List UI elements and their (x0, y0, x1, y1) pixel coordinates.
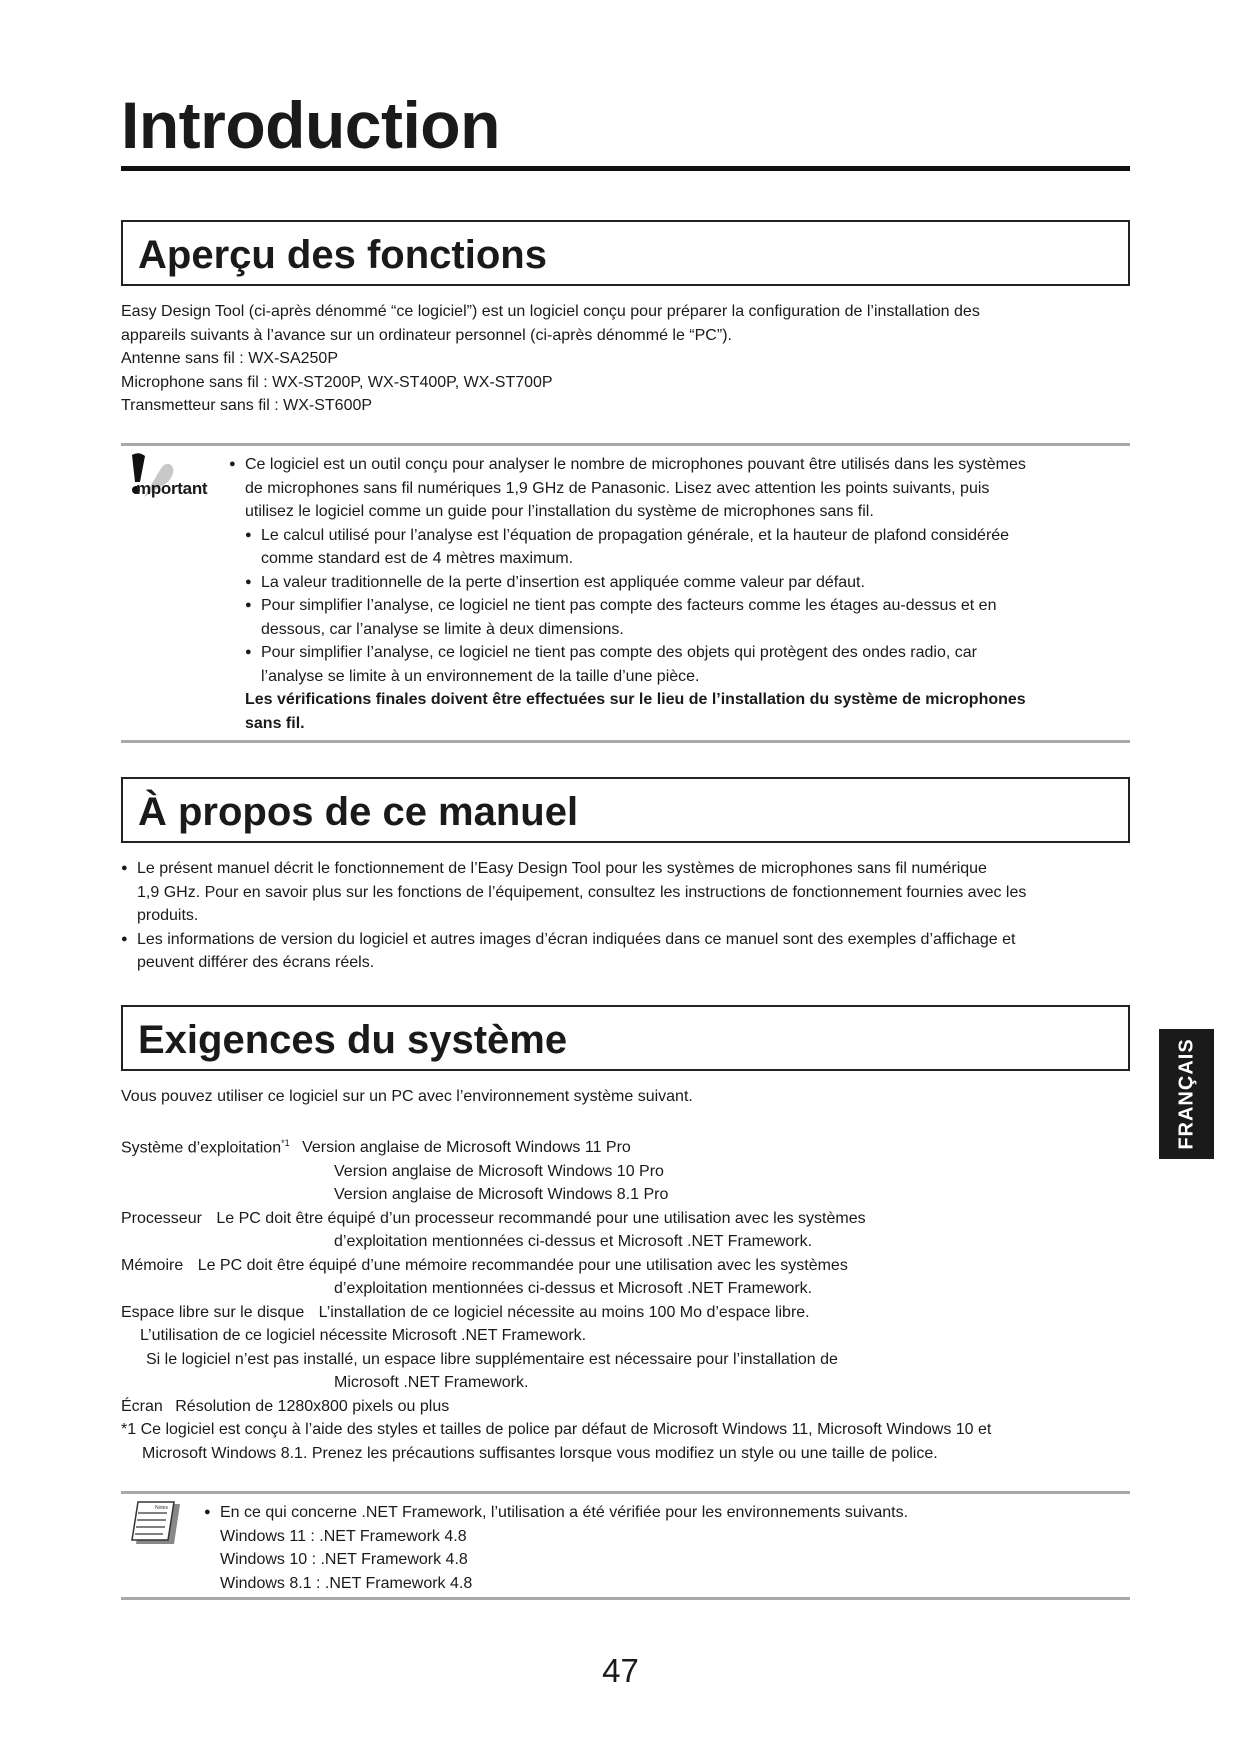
section-heading: Exigences du système (138, 1018, 568, 1062)
system-requirements (121, 1132, 1136, 1465)
disk-row (121, 1301, 1136, 1325)
important-icon (126, 452, 216, 502)
os-row (121, 1132, 1136, 1160)
disk-value: Microsoft .NET Framework. (334, 1374, 529, 1392)
text-line: appareils suivants à l’avance sur un ordinateur personnel (ci-après dénommé le “PC”). (121, 326, 732, 344)
text-line: Antenne sans fil : WX-SA250P (121, 350, 338, 367)
text-line: Transmetteur sans fil : WX-ST600P (121, 397, 373, 414)
screen-row (121, 1395, 1136, 1419)
notes-icon (128, 1500, 184, 1548)
disk-value: Si le logiciel n’est pas installé, un espace libre supplémentaire est nécessaire pour l’installation de (146, 1350, 838, 1368)
important-sublist (245, 524, 1134, 689)
disk-value: L’installation de ce logiciel nécessite au moins 100 Mo d’espace libre. (318, 1303, 810, 1321)
list-item (245, 641, 1134, 688)
exigences-intro: Vous pouvez utiliser ce logiciel sur un PC avec l’environnement système suivant. (121, 1088, 693, 1105)
disk-value: L’utilisation de ce logiciel nécessite Microsoft .NET Framework. (140, 1327, 587, 1345)
memory-value: d’exploitation mentionnées ci-dessus et Microsoft .NET Framework. (334, 1280, 813, 1298)
text-line: dessous, car l’analyse se limite à deux dimensions. (261, 620, 624, 638)
important-content (229, 453, 1134, 735)
footnote: Microsoft Windows 8.1. Prenez les précautions suffisantes lorsque vous modifiez un style ou une taille de police. (142, 1444, 938, 1462)
title-underline (121, 166, 1130, 171)
text-line: l’analyse se limite à un environnement de la taille d’une pièce. (261, 667, 700, 685)
text-line: Easy Design Tool (ci-après dénommé “ce logiciel”) est un logiciel conçu pour préparer la configuration de l’installation des (121, 303, 980, 320)
text-line: ● Le présent manuel décrit le fonctionnement de l’Easy Design Tool pour les systèmes de microphones sans fil numérique (137, 860, 987, 877)
notes-content (204, 1501, 1134, 1595)
memory-label: Mémoire (121, 1256, 184, 1274)
text-line: ● Pour simplifier l’analyse, ce logiciel ne tient pas compte des objets qui protègent des ondes radio, car (261, 644, 977, 661)
section-header-apercu (121, 220, 1130, 286)
section-heading: À propos de ce manuel (138, 790, 579, 834)
text-line: Les vérifications finales doivent être effectuées sur le lieu de l’installation du système de microphones (245, 691, 1026, 708)
section-header-exigences (121, 1005, 1130, 1071)
os-footnote-ref: *1 (281, 1138, 290, 1148)
cpu-value: Le PC doit être équipé d’un processeur recommandé pour une utilisation avec les systèmes (216, 1209, 866, 1227)
os-value: Version anglaise de Microsoft Windows 10 Pro (334, 1162, 664, 1180)
notes-top-rule (121, 1491, 1130, 1494)
cpu-row (121, 1207, 1136, 1231)
text-line: ● En ce qui concerne .NET Framework, l’utilisation a été vérifiée pour les environnements suivants. (220, 1504, 909, 1521)
screen-label: Écran (121, 1397, 163, 1415)
screen-value: Résolution de 1280x800 pixels ou plus (175, 1397, 450, 1415)
footnote: *1 Ce logiciel est conçu à l’aide des styles et tailles de police par défaut de Microsoft Windows 11, Microsoft Windows 10 et (121, 1421, 992, 1439)
text-line: ● Ce logiciel est un outil conçu pour analyser le nombre de microphones pouvant être utilisés dans les systèmes (245, 456, 1026, 473)
os-label: Système d’exploitation (121, 1139, 282, 1157)
list-item (121, 857, 1136, 928)
text-line: Windows 11 : .NET Framework 4.8 (220, 1527, 467, 1545)
text-line: peuvent différer des écrans réels. (137, 954, 375, 971)
notes-list (204, 1501, 1134, 1595)
text-line: utilisez le logiciel comme un guide pour l’installation du système de microphones sans fil. (245, 503, 874, 520)
manuel-list (121, 857, 1136, 975)
memory-row (121, 1254, 1136, 1278)
text-line: ● La valeur traditionnelle de la perte d’insertion est appliquée comme valeur par défaut. (261, 573, 865, 591)
list-item (245, 594, 1134, 641)
text-line: Windows 8.1 : .NET Framework 4.8 (220, 1574, 473, 1592)
page-number: 47 (602, 1652, 639, 1689)
notes-icon-label: Notes (155, 1505, 169, 1511)
text-line: produits. (137, 907, 199, 924)
cpu-label: Processeur (121, 1209, 202, 1227)
disk-label: Espace libre sur le disque (121, 1303, 305, 1321)
cpu-value: d’exploitation mentionnées ci-dessus et Microsoft .NET Framework. (334, 1233, 813, 1251)
notes-bottom-rule (121, 1597, 1130, 1600)
language-tab (1159, 1029, 1214, 1159)
language-tab-label: FRANÇAIS (1175, 1038, 1197, 1150)
text-line: de microphones sans fil numériques 1,9 GHz de Panasonic. Lisez avec attention les points suivants, puis (245, 479, 990, 497)
important-top-rule (121, 443, 1130, 446)
text-line: ● Pour simplifier l’analyse, ce logiciel ne tient pas compte des facteurs comme les étages au-dessus et en (261, 597, 997, 614)
text-line: ● Les informations de version du logiciel et autres images d’écran indiquées dans ce manuel sont des exemples d’affichage et (137, 930, 1016, 948)
section-heading: Aperçu des fonctions (138, 233, 547, 277)
section-header-manuel (121, 777, 1130, 843)
manuel-content (121, 857, 1136, 975)
notepad-icon (128, 1500, 184, 1548)
list-item (229, 453, 1134, 735)
os-value: Version anglaise de Microsoft Windows 11 Pro (302, 1139, 631, 1157)
list-item (245, 571, 1134, 595)
text-line: ● Le calcul utilisé pour l’analyse est l’équation de propagation générale, et la hauteur de plafond considérée (261, 526, 1010, 544)
list-item (204, 1501, 1134, 1595)
apercu-intro (121, 300, 1131, 418)
page-title: Introduction (121, 88, 500, 162)
text-line: sans fil. (245, 714, 305, 732)
list-item (245, 524, 1134, 571)
important-list (229, 453, 1134, 735)
text-line: comme standard est de 4 mètres maximum. (261, 550, 574, 567)
memory-value: Le PC doit être équipé d’une mémoire recommandée pour une utilisation avec les systèmes (197, 1256, 848, 1274)
important-label: mportant (136, 479, 208, 498)
list-item (121, 928, 1136, 975)
text-line: 1,9 GHz. Pour en savoir plus sur les fonctions de l’équipement, consultez les instructions de fonctionnement fournies avec les (137, 883, 1027, 901)
text-line: Microphone sans fil : WX-ST200P, WX-ST400P, WX-ST700P (121, 373, 553, 391)
important-bottom-rule (121, 740, 1130, 743)
text-line: Windows 10 : .NET Framework 4.8 (220, 1551, 468, 1568)
os-value: Version anglaise de Microsoft Windows 8.1 Pro (334, 1186, 669, 1204)
